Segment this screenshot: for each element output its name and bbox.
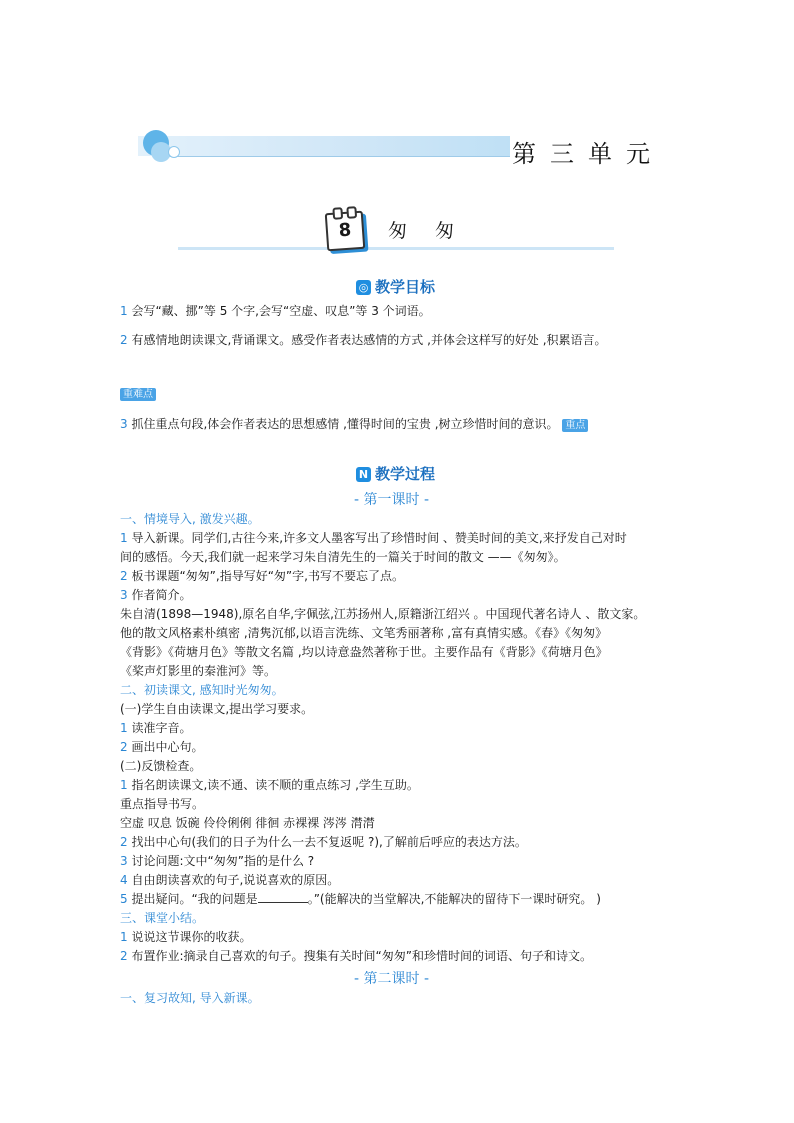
goal-item: 2 有感情地朗读课文,背诵课文。感受作者表达感情的方式 ,并体会这样写的好处 ,积累语言。 (120, 333, 607, 347)
process-line: 《背影》《荷塘月色》等散文名篇 ,均以诗意盎然著称于世。主要作品有《背影》《荷塘月色》 (120, 645, 608, 659)
process-line: (二)反馈检查。 (120, 759, 202, 773)
goals-heading (356, 276, 435, 297)
key-difficult-tag: 重难点 (120, 382, 156, 401)
process-line: 1 读准字音。 (120, 721, 192, 735)
process-line: 一、复习故知, 导入新课。 (120, 991, 260, 1005)
goal-item: 3 抓住重点句段,体会作者表达的思想感情 ,懂得时间的宝贵 ,树立珍惜时间的意识。 重点 (120, 415, 588, 434)
process-line: 二、初读课文, 感知时光匆匆。 (120, 683, 284, 697)
banner-circle-icon (168, 146, 180, 158)
process-line: 5 提出疑问。“我的问题是 。”(能解决的当堂解决,不能解决的留待下一课时研究。 ) (120, 892, 601, 906)
process-line: 一、情境导入, 激发兴趣。 (120, 512, 260, 526)
period-two-title: - 第二课时 - (354, 971, 430, 987)
process-line: 2 板书课题“匆匆”,指导写好“匆”字,书写不要忘了点。 (120, 569, 404, 583)
process-line: 三、课堂小结。 (120, 911, 205, 925)
process-line: 2 找出中心句(我们的日子为什么一去不复返呢 ?),了解前后呼应的表达方法。 (120, 835, 527, 849)
process-line: 空虚 叹息 饭碗 伶伶俐俐 徘徊 赤裸裸 涔涔 潸潸 (120, 816, 375, 830)
process-lines (120, 510, 645, 890)
goal-item: 1 会写“藏、挪”等 5 个字,会写“空虚、叹息”等 3 个词语。 (120, 304, 431, 318)
lesson-underline (178, 247, 614, 250)
target-icon: ◎ (356, 280, 371, 295)
process-line: 间的感悟。今天,我们就一起来学习朱自清先生的一篇关于时间的散文 ——《匆匆》。 (120, 550, 566, 564)
lesson-title: 匆匆 (388, 220, 483, 242)
process-line: 1 导入新课。同学们,古往今来,许多文人墨客写出了珍惜时间 、赞美时间的美文,来抒发自己对时 (120, 531, 627, 545)
process-line: 重点指导书写。 (120, 797, 205, 811)
process-icon: N (356, 467, 371, 482)
process-line: 他的散文风格素朴缜密 ,清隽沉郁,以语言洗练、文笔秀丽著称 ,富有真情实感。《春》《匆匆》 (120, 626, 608, 640)
answer-blank (258, 890, 308, 903)
period-one-title: - 第一课时 - (354, 492, 430, 508)
process-heading-text: 教学过程 (375, 465, 436, 483)
process-line: 2 布置作业:摘录自己喜欢的句子。搜集有关时间“匆匆”和珍惜时间的词语、句子和诗文。 (120, 949, 592, 963)
process-line: 《桨声灯影里的秦淮河》等。 (120, 664, 277, 678)
unit-title: 第三单元 (512, 140, 664, 168)
process-line: (一)学生自由读课文,提出学习要求。 (120, 702, 314, 716)
key-point-tag: 重点 (562, 419, 588, 432)
process-lines-after (120, 909, 592, 966)
process-line: 3 作者简介。 (120, 588, 192, 602)
unit-banner-bar (138, 136, 510, 156)
calendar-icon (325, 211, 366, 252)
process-line: 朱自清(1898—1948),原名自华,字佩弦,江苏扬州人,原籍浙江绍兴 。中国现代著名诗人 、散文家。 (120, 607, 646, 621)
goals-heading-text: 教学目标 (375, 278, 436, 296)
process-line: 4 自由朗读喜欢的句子,说说喜欢的原因。 (120, 873, 340, 887)
lesson-number: 8 (337, 219, 352, 242)
process-line: 2 画出中心句。 (120, 740, 204, 754)
process-line: 1 指名朗读课文,读不通、读不顺的重点练习 ,学生互助。 (120, 778, 419, 792)
process-heading (356, 463, 435, 484)
process-line: 1 说说这节课你的收获。 (120, 930, 252, 944)
process-line: 3 讨论问题:文中“匆匆”指的是什么 ? (120, 854, 315, 868)
unit-banner-line (160, 156, 510, 157)
calendar-ring-icon (332, 207, 343, 220)
calendar-ring-icon (346, 206, 357, 219)
